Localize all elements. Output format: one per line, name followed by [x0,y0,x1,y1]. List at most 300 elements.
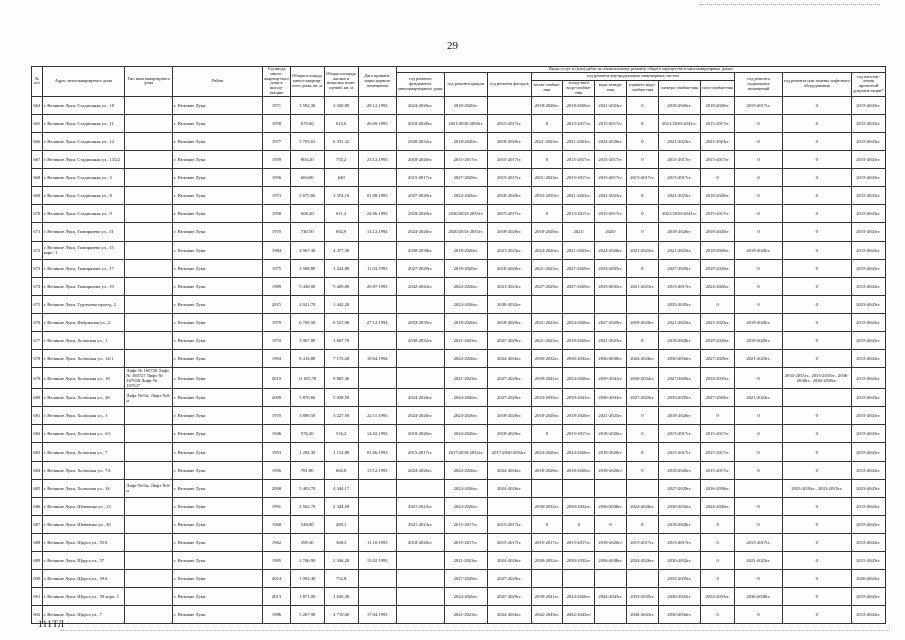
cell-basement: 0 [735,151,783,169]
cell-cold-water: 2027-2029гг. [563,259,595,277]
cell-cold-water: 2021-2023гг. [563,241,595,259]
cell-electricity: 2018-2020гг. [658,407,700,425]
cell-living-area: 615,6 [324,114,358,132]
cell-gas: 2015-2017гг. [701,205,735,223]
header-num: № п/п [32,67,43,97]
cell-gas: 2018-2020гг. [701,332,735,350]
cell-num: 668 [32,169,43,187]
cell-design: 2015-2043гг. [851,533,885,551]
cell-address: г. Великие Луки, Стадионная ул., 8 [42,187,125,205]
cell-year: 1956 [263,169,291,187]
cell-foundation: 2030-2038гг. [396,241,444,259]
cell-roof: 2018-2020гг. [444,259,487,277]
header-works-group: Виды услуг и (или) работ по капитальному ремонту общего имущества в многоквартирных домах [396,67,885,73]
cell-sewer: 2021-2023гг. [595,407,627,425]
cell-cold-water: 2018-2020гг. [563,461,595,479]
cell-roof: 2024-2026гг. [444,407,487,425]
cell-facade: 2027-2029гг. [488,588,531,606]
header-heat: тепло-снабже-ния [531,80,563,96]
cell-lift: 0 [782,350,851,368]
cell-cold-water: 2039-2041гг. [563,389,595,407]
cell-roof: 2021-2023гг. [444,332,487,350]
cell-cold-water: 2021-2023гг. [563,132,595,150]
cell-design: 2015-2043гг. [851,461,885,479]
cell-address: г. Великие Луки, Холмская ул., 7 [42,443,125,461]
header-engineering: год ремонта внутридомовых инженерных систем [531,72,735,80]
cell-electricity: 2030-2032гг. [658,497,700,515]
cell-type [125,96,173,114]
table-row [32,389,886,407]
cell-total-area: 390,30 [290,533,324,551]
cell-roof: 2024-2026гг. [444,295,487,313]
cell-cold-water [563,479,595,497]
cell-total-area: 2 021,70 [290,295,324,313]
cell-electricity: 2021-2023гг. [658,187,700,205]
cell-address: г. Великие Луки, Щорса ул., 59А [42,570,125,588]
cell-cold-water: 2015-2017гг. [563,425,595,443]
cell-living-area: 368,3 [324,533,358,551]
cell-facade: 2018-2020гг. [488,425,531,443]
cell-facade: 2027-2029гг. [488,570,531,588]
cell-sewer: 2015-2017гг. [595,169,627,187]
cell-type [125,313,173,331]
cell-gas: 2021-2023гг. [701,313,735,331]
cell-address: г. Великие Луки, Стадионная ул., 11 [42,114,125,132]
cell-num: 664 [32,96,43,114]
cell-facade: 2030-2032гг. [488,295,531,313]
cell-facade: 2015-2017гг. [488,533,531,551]
cell-year: 1968 [263,515,291,533]
cell-basement: 2015-2017гг. [735,96,783,114]
cell-district: г. Великие Луки [173,96,263,114]
cell-year: 1958 [263,114,291,132]
cell-gas: 0 [701,169,735,187]
cell-heat: 2018-2020гг. [531,407,563,425]
cell-living-area: 3 667,70 [324,332,358,350]
cell-roof: 2015-2017гг. [444,533,487,551]
cell-roof: 2018-2020гг. [444,241,487,259]
table-row [32,313,886,331]
cell-design: 2015-2043гг. [851,389,885,407]
cell-heat: 2033-2035гг. [531,187,563,205]
cell-hot-water: 0 [626,187,658,205]
cell-privatization: 01.08.1993 [358,187,396,205]
cell-total-area: 5 430,00 [290,277,324,295]
cell-district: г. Великие Луки [173,443,263,461]
footer-code: 111ТЛ [38,619,65,629]
cell-district: г. Великие Луки [173,205,263,223]
cell-lift: 0 [782,295,851,313]
cell-cold-water: 2024-2026гг. [563,443,595,461]
cell-type: Лифт №б/н, Лифт №б/н [125,389,173,407]
cell-heat: 2030-2032гг. [531,350,563,368]
cell-lift: 0 [782,241,851,259]
cell-num: 678 [32,350,43,368]
cell-living-area: 3 320,80 [324,96,358,114]
cell-year: 1994 [263,350,291,368]
cell-total-area: 1 092,40 [290,570,324,588]
cell-address: г. Великие Луки, Щорса ул., 57 [42,552,125,570]
cell-facade [488,497,531,515]
cell-privatization: 20.07.1993 [358,277,396,295]
cell-num: 671 [32,223,43,241]
cell-lift: 0 [782,114,851,132]
cell-heat: 2027-2029гг. [531,277,563,295]
cell-design: 2015-2043гг. [851,497,885,515]
cell-roof: 2017/2030-2032гг. [444,443,487,461]
cell-electricity: 2027-2029гг. [658,259,700,277]
cell-privatization: 17.04.1993 [358,606,396,624]
cell-basement: 0 [735,425,783,443]
cell-cold-water: 2018-2020гг. [563,407,595,425]
cell-total-area: 3 675,60 [290,187,324,205]
cell-sewer: 2027-2029гг. [595,313,627,331]
cell-gas: 2018-2020гг. [701,223,735,241]
cell-num: 669 [32,187,43,205]
cell-total-area: 8 414,80 [290,350,324,368]
cell-cold-water: 2015-2017гг. [563,533,595,551]
cell-gas: 2018-2020гг. [701,96,735,114]
table-row [32,425,886,443]
cell-foundation: 2024-2026гг. [396,96,444,114]
cell-heat: 2021-2023гг. [531,132,563,150]
cell-privatization: 24.06.1993 [358,205,396,223]
cell-hot-water: 0 [626,515,658,533]
cell-design: 2015-2043гг. [851,425,885,443]
cell-living-area: 4 719,60 [324,606,358,624]
cell-address: г. Великие Луки, Холмская ул., 1 [42,332,125,350]
cell-cold-water: 2015-2017гг. [563,151,595,169]
cell-address: г. Великие Луки, Холмская ул., 3 [42,407,125,425]
cell-year: 1953 [263,443,291,461]
cell-living-area: 5 429,80 [324,277,358,295]
cell-privatization [358,132,396,150]
cell-basement: 0 [735,407,783,425]
cell-hot-water: 0 [626,205,658,223]
cell-foundation [396,350,444,368]
cell-design: 2015-2043гг. [851,313,885,331]
cell-living-area: 3 374,10 [324,187,358,205]
cell-year: 1971 [263,96,291,114]
cell-district: г. Великие Луки [173,552,263,570]
cell-heat: 2018-2020гг. [531,96,563,114]
table-row [32,461,886,479]
cell-basement: 0 [735,515,783,533]
cell-privatization [358,368,396,389]
cell-hot-water: 2021-2023гг. [626,277,658,295]
cell-design: 2015-2043гг. [851,588,885,606]
cell-district: г. Великие Луки [173,241,263,259]
cell-type [125,132,173,150]
cell-year: 1958 [263,205,291,223]
cell-address: г. Великие Луки, Щорса ул., 55А [42,533,125,551]
header-basement: год ремонта подвальных помещений [735,72,783,96]
cell-facade: 2021-2023гг. [488,277,531,295]
cell-lift: 0 [782,515,851,533]
cell-year: 1991 [263,497,291,515]
cell-year: 2010 [263,368,291,389]
cell-type [125,461,173,479]
cell-design: 2015-2043гг. [851,606,885,624]
cell-privatization [358,332,396,350]
cell-district: г. Великие Луки [173,606,263,624]
cell-lift: 0 [782,277,851,295]
cell-type [125,169,173,187]
cell-electricity: 2015-2017гг. [658,169,700,187]
table-row [32,151,886,169]
cell-type [125,552,173,570]
cell-type [125,515,173,533]
table-row [32,479,886,497]
cell-year: 1946 [263,425,291,443]
cell-gas: 0 [701,570,735,588]
table-row [32,552,886,570]
cell-total-area: 1 871,00 [290,588,324,606]
cell-district: г. Великие Луки [173,515,263,533]
cell-address: г. Великие Луки, Стадионная ул., 3 [42,169,125,187]
cell-foundation: 2033-2035гг. [396,313,444,331]
cell-basement: 0 [735,368,783,389]
cell-privatization: 01.06.1993 [358,443,396,461]
cell-privatization: 27.12.1994 [358,313,396,331]
cell-num: 685 [32,479,43,497]
cell-hot-water: 0 [626,332,658,350]
cell-sewer: 2024-2026гг. [595,241,627,259]
header-district: Район [173,67,263,97]
cell-type [125,570,173,588]
cell-gas: 0 [701,295,735,313]
cell-address: г. Великие Луки, Тургенева проезд, 2 [42,295,125,313]
cell-address: г. Великие Луки, Холмская ул., 34 [42,479,125,497]
cell-type [125,606,173,624]
cell-living-area: 3 227,50 [324,407,358,425]
table-row [32,259,886,277]
cell-hot-water: 2024-2026гг. [626,552,658,570]
cell-cold-water: 2030-2032гг. [563,552,595,570]
cell-privatization [358,570,396,588]
cell-foundation [396,368,444,389]
cell-lift: 0 [782,443,851,461]
cell-lift: 0 [782,205,851,223]
cell-roof: 2021-2023гг. [444,606,487,624]
cell-sewer: 2033-2035гг. [595,259,627,277]
cell-lift: 0 [782,497,851,515]
cell-roof: 2024-2026гг. [444,389,487,407]
cell-privatization [358,588,396,606]
cell-living-area: 682,8 [324,461,358,479]
cell-year: 1962 [263,533,291,551]
cell-roof: 2024-2026гг. [444,497,487,515]
cell-roof: 2021/2030-2038гг. [444,114,487,132]
cell-facade: 2015-2017гг. [488,169,531,187]
cell-living-area: 2 324,50 [324,497,358,515]
cell-num: 687 [32,515,43,533]
cell-living-area: 4 477,30 [324,241,358,259]
cell-design: 2015-2043гг. [851,151,885,169]
cell-cold-water: 2021/ [563,223,595,241]
cell-hot-water: 2021-2023гг. [626,241,658,259]
cell-roof: 2024-2026гг. [444,479,487,497]
cell-foundation: 2030-2032гг. [396,132,444,150]
cell-num: 676 [32,313,43,331]
header-design: год изготов-ления проектной докумен-тации* [851,72,885,96]
cell-district: г. Великие Луки [173,407,263,425]
cell-lift: 0 [782,132,851,150]
cell-foundation: 2027-2029гг. [396,187,444,205]
cell-year: 1956 [263,461,291,479]
cell-design: 2015-2043гг. [851,350,885,368]
cell-living-area: 1 154,80 [324,443,358,461]
cell-district: г. Великие Луки [173,259,263,277]
cell-gas: 2027-2029гг. [701,350,735,368]
cell-electricity: 2021-2023гг. [658,132,700,150]
cell-design: 2015-2043гг. [851,277,885,295]
cell-design: 2015-2043гг. [851,187,885,205]
cell-living-area: 2 346,20 [324,552,358,570]
cell-facade: 2024-2026гг. [488,606,531,624]
cell-privatization: 23.12.1993 [358,151,396,169]
cell-gas: 2033-2035гг. [701,368,735,389]
cell-privatization: 11.10.1993 [358,533,396,551]
cell-district: г. Великие Луки [173,461,263,479]
cell-basement: 0 [735,295,783,313]
cell-total-area: 668,20 [290,205,324,223]
cell-num: 689 [32,552,43,570]
cell-num: 666 [32,132,43,150]
top-dotted-line [700,4,880,6]
cell-gas: 2018-2020гг. [701,241,735,259]
cell-roof: 2024-2026гг. [444,350,487,368]
cell-heat: 2039-2041гг. [531,588,563,606]
cell-gas: 2015-2017гг. [701,151,735,169]
cell-privatization: 13.12.1993 [358,461,396,479]
cell-total-area: 11 025,78 [290,368,324,389]
cell-district: г. Великие Луки [173,187,263,205]
cell-electricity: 2030-2032гг. [658,552,700,570]
cell-hot-water: 0 [626,223,658,241]
cell-address: г. Великие Луки, Тимирязева ул., 17 [42,259,125,277]
cell-facade: 2015-2017гг. [488,205,531,223]
cell-sewer: 2036-2038гг. [595,497,627,515]
cell-address: г. Великие Луки, Стадионная ул., 9 [42,205,125,223]
header-address: Адрес многоквартирного дома [42,67,125,97]
cell-electricity: 2018-2020гг. [658,515,700,533]
table-row [32,497,886,515]
cell-basement: 0 [735,606,783,624]
cell-hot-water: 0 [626,114,658,132]
cell-total-area: 5 870,60 [290,389,324,407]
cell-foundation [396,570,444,588]
cell-facade: 2021-2023гг. [488,241,531,259]
cell-sewer: 2015-2017гг. [595,151,627,169]
cell-design: 2015-2043гг. [851,223,885,241]
cell-foundation [396,295,444,313]
cell-lift: 0 [782,552,851,570]
cell-total-area: 3 889,50 [290,407,324,425]
table-row [32,332,886,350]
cell-electricity: 2021/2039-2041гг. [658,114,700,132]
cell-num: 665 [32,114,43,132]
cell-foundation: 2027-2029гг. [396,259,444,277]
cell-design: 2015-2043гг. [851,132,885,150]
cell-electricity: 2018-2020гг. [658,223,700,241]
cell-address: г. Великие Луки, Фабричная ул., 2 [42,313,125,331]
cell-lift: 0 [782,332,851,350]
cell-sewer [595,606,627,624]
header-hot-water: горячего водо-снабже-ния [626,80,658,96]
cell-sewer: 0 [595,515,627,533]
cell-electricity: 2021/2039-2041гг. [658,205,700,223]
cell-facade: 2015-2017гг. [488,151,531,169]
header-facade: год ремонта фасадов [488,72,531,96]
cell-privatization: 14.02.1993 [358,425,396,443]
cell-facade: 2024-2026гг. [488,479,531,497]
cell-living-area: 735,2 [324,151,358,169]
cell-total-area: 670,60 [290,114,324,132]
cell-facade: 2027-2029гг. [488,389,531,407]
cell-lift: 0 [782,425,851,443]
cell-gas: 0 [701,533,735,551]
cell-electricity: 2033-2035гг. [658,295,700,313]
cell-cold-water: 2042-2043гг. [563,606,595,624]
cell-type [125,223,173,241]
cell-total-area: 2 706,90 [290,552,324,570]
table-row [32,114,886,132]
cell-sewer [595,295,627,313]
cell-heat: 2030-2032гг. [531,497,563,515]
cell-district: г. Великие Луки [173,151,263,169]
cell-design: 2015-2043гг. [851,552,885,570]
header-roof: год ремонта крыши [444,72,487,96]
cell-year: 1995 [263,552,291,570]
cell-year: 1977 [263,132,291,150]
cell-foundation: 2024-2026гг. [396,407,444,425]
cell-type: Лифт №б/н, Лифт №б/н [125,479,173,497]
cell-num: 677 [32,332,43,350]
cell-gas: 0 [701,407,735,425]
cell-basement: 0 [735,443,783,461]
cell-heat [531,295,563,313]
cell-heat: 2021-2023гг. [531,259,563,277]
cell-heat: 2021-2023гг. [531,169,563,187]
cell-facade: 2027-2029гг. [488,368,531,389]
cell-total-area: 1 284,30 [290,443,324,461]
cell-gas: 2016-2038гг. [701,479,735,497]
cell-num: 692 [32,606,43,624]
cell-cold-water: 0 [563,515,595,533]
cell-living-area: 752,8 [324,570,358,588]
cell-foundation: 2021-2023гг. [396,497,444,515]
cell-design: 2026-2043гг. [851,570,885,588]
cell-district: г. Великие Луки [173,277,263,295]
cell-design: 2015-2043гг. [851,114,885,132]
cell-privatization: 28.12.1993 [358,96,396,114]
cell-living-area: 4 344,17 [324,479,358,497]
cell-roof: 2018-2020гг. [444,313,487,331]
cell-gas: 2024-2026гг. [701,497,735,515]
cell-num: 670 [32,205,43,223]
cell-lift: 0 [782,187,851,205]
cell-district: г. Великие Луки [173,368,263,389]
cell-district: г. Великие Луки [173,479,263,497]
cell-num: 673 [32,259,43,277]
cell-year: 1984 [263,241,291,259]
header-foundation: год ремонта фундамента многоквартирного дома [396,72,444,96]
cell-roof: 2024-2026гг. [444,588,487,606]
cell-year: 1970 [263,407,291,425]
cell-electricity: 2015-2017гг. [658,425,700,443]
cell-total-area: 3 508,80 [290,259,324,277]
